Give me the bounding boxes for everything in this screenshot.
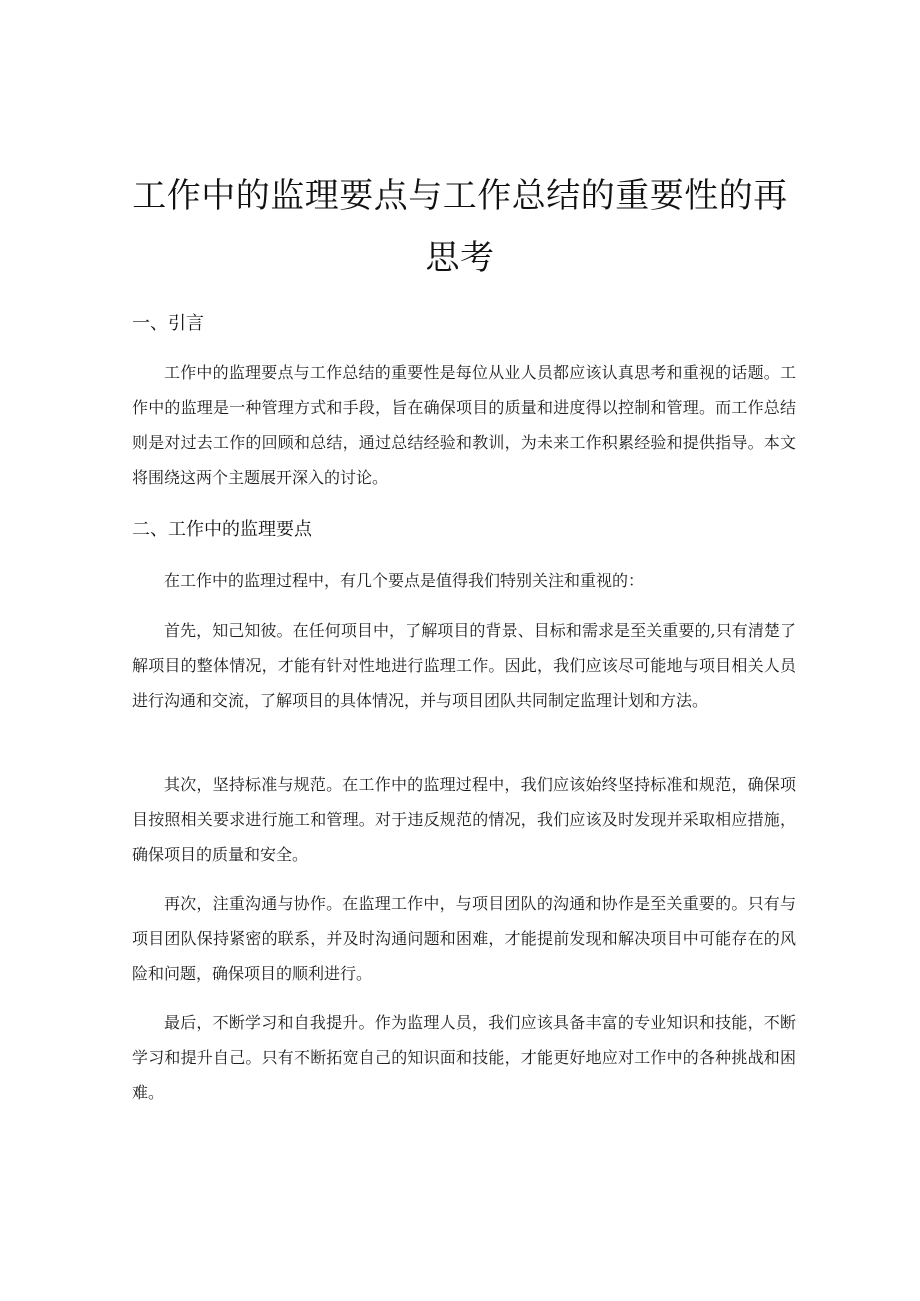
section-heading-introduction: 一、引言	[132, 313, 204, 334]
section-heading-supervision-points: 二、工作中的监理要点	[132, 519, 312, 540]
document-title: 工作中的监理要点与工作总结的重要性的再思考	[132, 176, 788, 278]
paragraph-know-yourself: 首先，知己知彼。在任何项目中，了解项目的背景、目标和需求是至关重要的,只有清楚了解项目的整体情况，才能有针对性地进行监理工作。因此，我们应该尽可能地与项目相关人员进行沟通和交流，了解项目的具体情况，并与项目团队共同制定监理计划和方法。	[132, 621, 796, 710]
paragraph-supervision-intro: 在工作中的监理过程中，有几个要点是值得我们特别关注和重视的：	[164, 571, 645, 590]
paragraph-introduction: 工作中的监理要点与工作总结的重要性是每位从业人员都应该认真思考和重视的话题。工作中的监理是一种管理方式和手段，旨在确保项目的质量和进度得以控制和管理。而工作总结则是对过去工作的回顾和总结，通过总结经验和教训，为未来工作积累经验和提供指导。本文将围绕这两个主题展开深入的讨论。	[132, 363, 796, 487]
paragraph-learning: 最后，不断学习和自我提升。作为监理人员，我们应该具备丰富的专业知识和技能，不断学习和提升自己。只有不断拓宽自己的知识面和技能，才能更好地应对工作中的各种挑战和困难。	[132, 1013, 796, 1102]
paragraph-communication: 再次，注重沟通与协作。在监理工作中，与项目团队的沟通和协作是至关重要的。只有与项目团队保持紧密的联系，并及时沟通问题和困难，才能提前发现和解决项目中可能存在的风险和问题，确保项目的顺利进行。	[132, 894, 796, 983]
paragraph-standards: 其次，坚持标准与规范。在工作中的监理过程中，我们应该始终坚持标准和规范，确保项目按照相关要求进行施工和管理。对于违反规范的情况，我们应该及时发现并采取相应措施，确保项目的质量和安全。	[132, 775, 796, 864]
